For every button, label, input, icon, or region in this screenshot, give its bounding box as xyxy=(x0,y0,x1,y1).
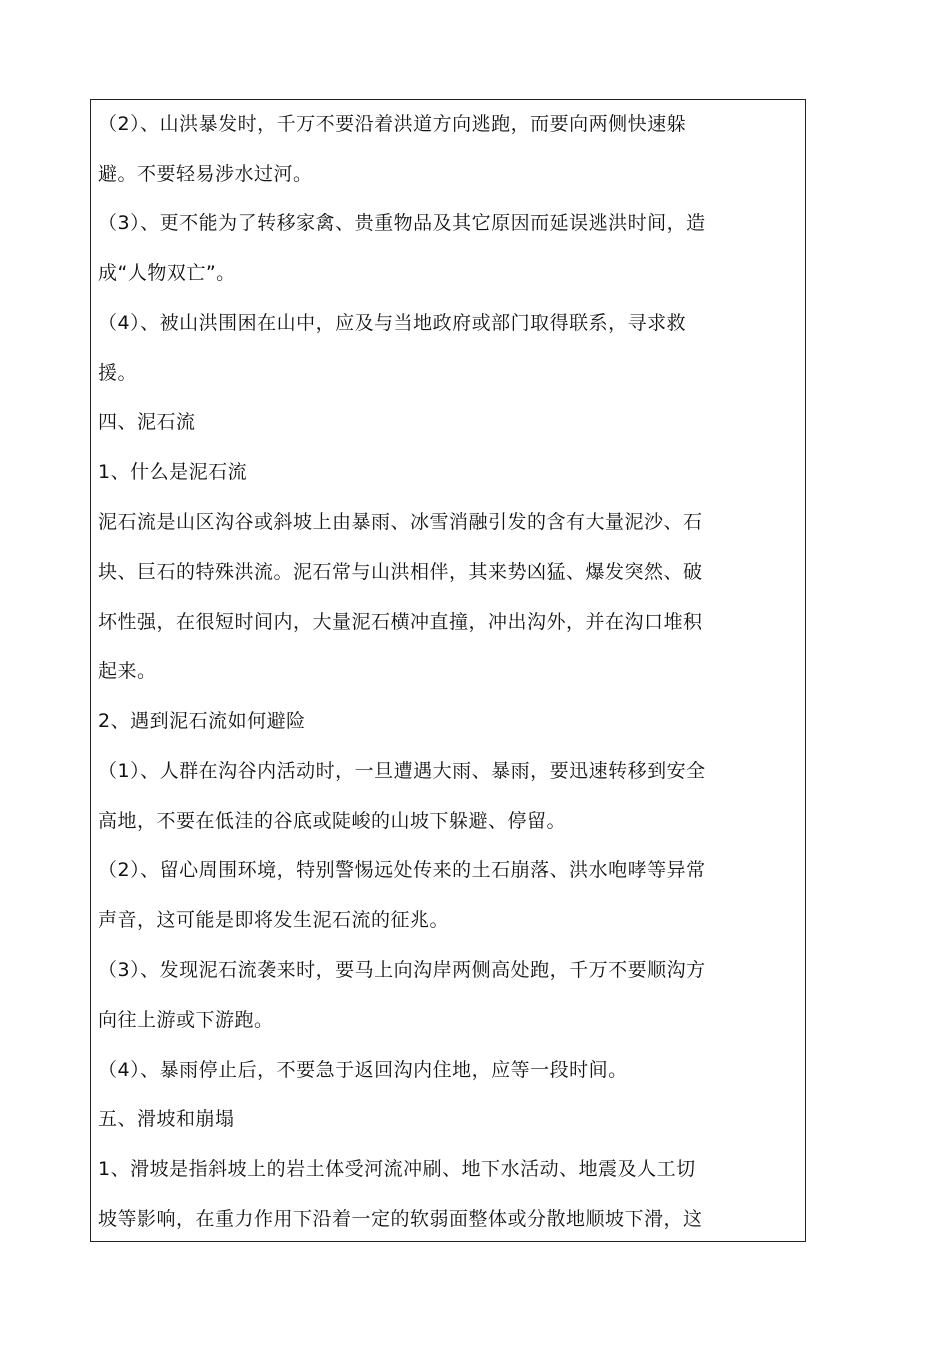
text-line: 避。不要轻易涉水过河。 xyxy=(98,163,313,185)
text-line: （2）、山洪暴发时，千万不要沿着洪道方向逃跑，而要向两侧快速躲 xyxy=(98,113,687,135)
text-line: 泥石流是山区沟谷或斜坡上由暴雨、冰雪消融引发的含有大量泥沙、石 xyxy=(98,511,703,533)
section-heading: 五、滑坡和崩塌 xyxy=(98,1108,235,1130)
text-line: 1、滑坡是指斜坡上的岩土体受河流冲刷、地下水活动、地震及人工切 xyxy=(98,1158,696,1180)
text-line: 成“人物双亡”。 xyxy=(98,262,236,284)
text-line: （3）、发现泥石流袭来时，要马上向沟岸两侧高处跑，千万不要顺沟方 xyxy=(98,959,706,981)
text-line: （4）、暴雨停止后，不要急于返回沟内住地，应等一段时间。 xyxy=(98,1059,628,1081)
text-line: 高地，不要在低洼的谷底或陡峻的山坡下躲避、停留。 xyxy=(98,810,567,832)
text-line: 起来。 xyxy=(98,660,157,682)
subsection-heading: 1、什么是泥石流 xyxy=(98,461,248,483)
subsection-heading: 2、遇到泥石流如何避险 xyxy=(98,710,306,732)
text-line: （1）、人群在沟谷内活动时，一旦遭遇大雨、暴雨，要迅速转移到安全 xyxy=(98,760,706,782)
section-heading: 四、泥石流 xyxy=(98,411,196,433)
text-line: 坡等影响，在重力作用下沿着一定的软弱面整体或分散地顺坡下滑，这 xyxy=(98,1208,703,1230)
text-line: （2）、留心周围环境，特别警惕远处传来的土石崩落、洪水咆哮等异常 xyxy=(98,859,706,881)
text-line: 声音，这可能是即将发生泥石流的征兆。 xyxy=(98,909,450,931)
text-line: （3）、更不能为了转移家禽、贵重物品及其它原因而延误逃洪时间，造 xyxy=(98,212,706,234)
text-line: 向往上游或下游跑。 xyxy=(98,1009,274,1031)
text-line: 坏性强，在很短时间内，大量泥石横冲直撞，冲出沟外，并在沟口堆积 xyxy=(98,611,703,633)
text-line: 援。 xyxy=(98,362,138,384)
text-line: 块、巨石的特殊洪流。泥石常与山洪相伴，其来势凶猛、爆发突然、破 xyxy=(98,561,703,583)
text-line: （4）、被山洪围困在山中，应及与当地政府或部门取得联系，寻求救 xyxy=(98,312,687,334)
